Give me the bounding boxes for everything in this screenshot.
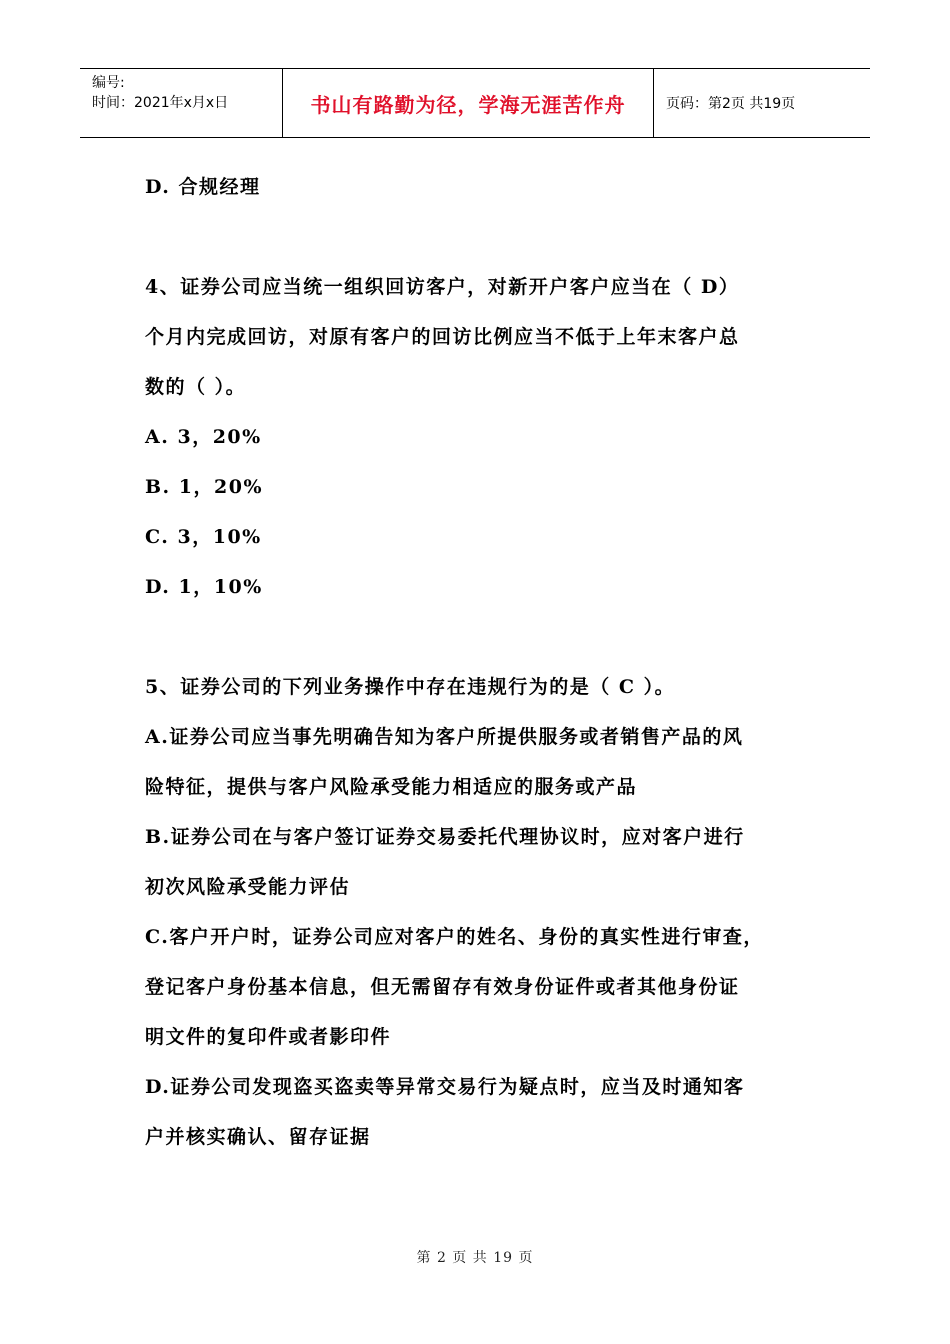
q4-option-c: C. 3，10%	[145, 526, 262, 548]
document-date: 时间：2021年x月x日	[92, 95, 229, 111]
page-header	[80, 68, 870, 138]
q5-option-c-line-2: 登记客户身份基本信息，但无需留存有效身份证件或者其他身份证	[145, 976, 740, 998]
document-number-label: 编号:	[92, 75, 125, 91]
page-footer: 第 2 页 共 19 页	[416, 1250, 534, 1266]
q5-option-b-line-2: 初次风险承受能力评估	[145, 876, 351, 898]
q5-option-a-line-2: 险特征，提供与客户风险承受能力相适应的服务或产品	[145, 776, 638, 798]
header-motto-cell	[283, 69, 654, 137]
q5-stem: 5、证券公司的下列业务操作中存在违规行为的是（ C ）。	[145, 676, 676, 698]
q4-stem-line-3: 数的（ ）。	[145, 376, 247, 398]
q4-option-d: D. 1，10%	[145, 576, 263, 598]
q5-option-d-line-1: D.证券公司发现盗买盗卖等异常交易行为疑点时，应当及时通知客	[145, 1076, 745, 1098]
header-motto: 书山有路勤为径，学海无涯苦作舟	[310, 92, 626, 117]
header-page-info: 页码：第2页 共19页	[666, 96, 796, 112]
q5-option-c-line-3: 明文件的复印件或者影印件	[145, 1026, 392, 1048]
header-meta	[80, 69, 283, 137]
q4-stem-line-1: 4、证券公司应当统一组织回访客户，对新开户客户应当在（ D）	[145, 276, 740, 298]
q4-stem-line-2: 个月内完成回访，对原有客户的回访比例应当不低于上年末客户总	[145, 326, 740, 348]
q5-option-d-line-2: 户并核实确认、留存证据	[145, 1126, 371, 1148]
q4-option-a: A. 3，20%	[145, 426, 262, 448]
q4-option-b: B. 1，20%	[145, 476, 264, 498]
q5-option-c-line-1: C.客户开户时，证券公司应对客户的姓名、身份的真实性进行审查，	[145, 926, 764, 948]
q3-option-d: D. 合规经理	[145, 176, 261, 198]
q5-option-a-line-1: A.证券公司应当事先明确告知为客户所提供服务或者销售产品的风	[145, 726, 744, 748]
q5-option-b-line-1: B.证券公司在与客户签订证券交易委托代理协议时，应对客户进行	[145, 826, 745, 848]
